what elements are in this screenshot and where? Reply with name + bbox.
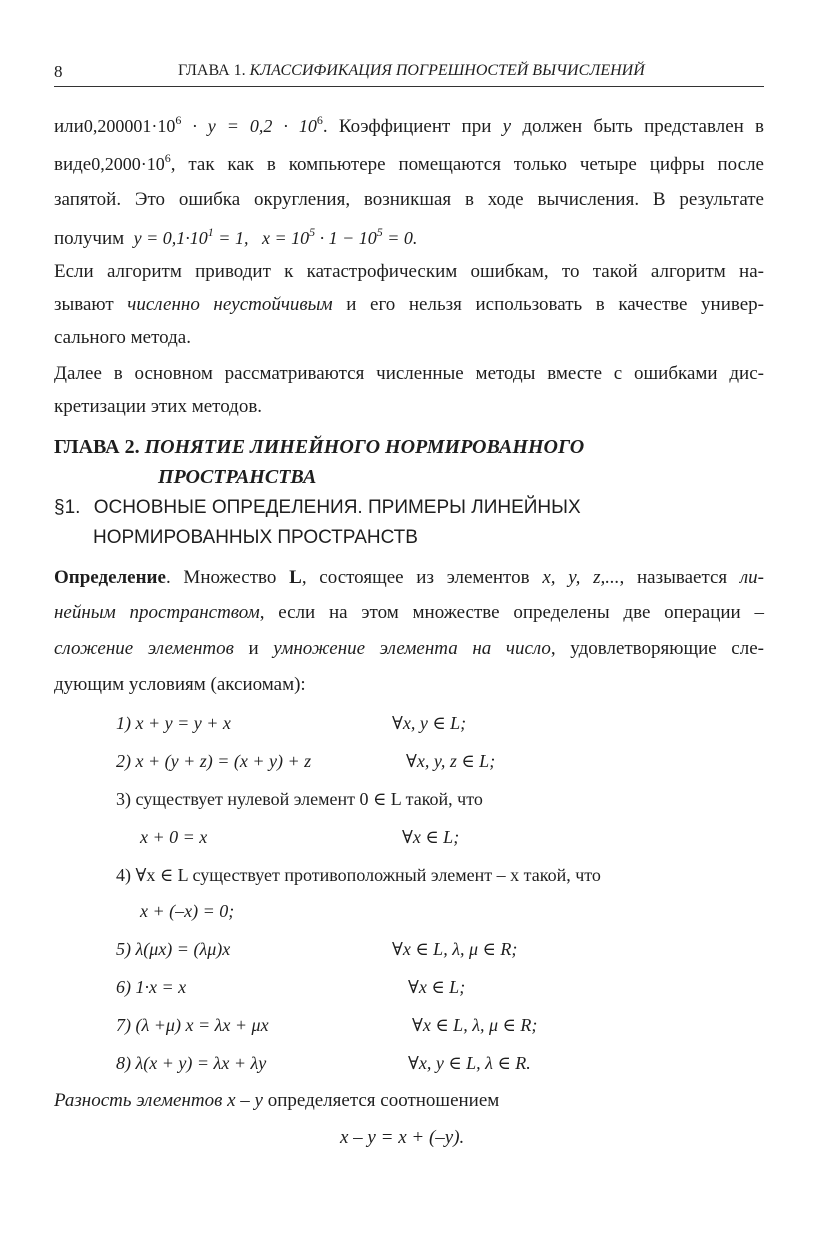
axiom-4	[116, 865, 601, 886]
math-term: · y = 0,2 · 10	[181, 116, 317, 136]
math-term: = 0.	[382, 228, 418, 248]
para2-line-3: сального метода.	[54, 327, 191, 348]
exponent: 5	[376, 225, 383, 239]
axiom-3-formula	[140, 827, 740, 848]
math-term: = 1,	[213, 228, 249, 248]
def-text: , удовлетворяющие сле-	[550, 638, 764, 659]
section-title-line-1: ОСНОВНЫЕ ОПРЕДЕЛЕНИЯ. ПРИМЕРЫ ЛИНЕЙНЫХ	[93, 497, 581, 518]
difference-formula: x – y = x + (–y).	[340, 1127, 465, 1148]
page-number: 8	[54, 62, 63, 81]
axiom-formula: 6) 1·x = x	[116, 977, 187, 997]
para2-line-2	[54, 293, 764, 317]
intro-text: или	[54, 116, 84, 137]
exponent: 6	[175, 113, 182, 127]
math-var: y	[502, 116, 512, 137]
intro-math	[133, 225, 418, 248]
def-text: определяется соотношением	[262, 1090, 500, 1111]
difference-line	[54, 1089, 764, 1113]
chapter-heading	[54, 434, 584, 460]
axiom-quantifier: ∀x, y, z ∈ L;	[406, 751, 496, 771]
intro-text: виде	[54, 154, 92, 175]
definition-term: Определение	[54, 567, 166, 588]
intro-math	[83, 113, 323, 136]
def-text: , называется	[619, 567, 740, 588]
math-vars: x, y, z,...	[542, 567, 620, 588]
definition-line-4: дующим условиям (аксиомам):	[54, 674, 306, 695]
emphasis: нейным пространством	[54, 602, 260, 623]
axiom-8	[116, 1053, 716, 1074]
header-rule	[54, 86, 764, 87]
running-chapter-label: ГЛАВА 1.	[178, 62, 246, 79]
axiom-formula: x + 0 = x	[140, 827, 208, 847]
axiom-formula: 8) λ(x + y) = λx + λy	[116, 1053, 267, 1073]
intro-text: . Коэффициент при	[322, 116, 503, 137]
intro-line-4	[54, 226, 764, 251]
emphasis: умножение элемента на число	[273, 638, 551, 659]
intro-text: получим	[54, 228, 125, 249]
para2-line-1: Если алгоритм приводит к катастрофическим ошибкам, то такой алгоритм на-	[54, 261, 764, 282]
def-text: , если на этом множестве определены две операции –	[259, 602, 764, 623]
emphasis: ли-	[739, 567, 765, 588]
emphasis: численно неустойчивым	[127, 294, 333, 315]
emphasis: сложение элементов	[54, 638, 234, 659]
intro-text: , так как в компьютере помещаются только четыре цифры после	[170, 154, 764, 175]
section-heading	[54, 496, 581, 520]
intro-line-3: запятой. Это ошибка округления, возникшая в ходе вычисления. В результате	[54, 189, 764, 210]
exponent: 6	[316, 113, 323, 127]
axiom-quantifier: ∀x ∈ L;	[408, 977, 466, 997]
para-text: и его нельзя использовать в качестве универ-	[332, 294, 765, 315]
axiom-formula: x + (–x) = 0;	[140, 901, 235, 921]
page-header	[54, 62, 764, 86]
axiom-quantifier: ∀x ∈ L, λ, μ ∈ R;	[412, 1015, 538, 1035]
exponent: 5	[309, 225, 316, 239]
definition-line-3	[54, 637, 764, 661]
intro-line-2	[54, 152, 764, 177]
section-title-line-2: НОРМИРОВАННЫХ ПРОСТРАНСТВ	[93, 527, 418, 548]
math-term: x = 10	[261, 228, 310, 248]
axiom-5	[116, 939, 716, 960]
axiom-1	[116, 713, 716, 734]
math-term: 0,200001·10	[83, 116, 176, 136]
def-text: . Множество	[165, 567, 290, 588]
axiom-formula: 5) λ(μx) = (λμ)x	[116, 939, 231, 959]
chapter-title-line-2: ПРОСТРАНСТВА	[158, 466, 317, 488]
axiom-formula: 1) x + y = y + x	[116, 713, 231, 733]
axiom-quantifier: ∀x, y ∈ L, λ ∈ R.	[408, 1053, 531, 1073]
axiom-2	[116, 751, 716, 772]
para3-line-2: кретизации этих методов.	[54, 396, 263, 417]
axiom-formula: 2) x + (y + z) = (x + y) + z	[116, 751, 312, 771]
definition-line-1	[54, 566, 764, 590]
para-text: зывают	[54, 294, 128, 315]
axiom-formula: 3) существует нулевой элемент 0 ∈ L такой, что	[116, 789, 483, 809]
intro-math	[91, 151, 171, 174]
math-term: 0,2000·10	[91, 154, 165, 174]
chapter-label: ГЛАВА 2.	[54, 436, 140, 458]
exponent: 1	[207, 225, 214, 239]
set-symbol: L	[289, 567, 302, 588]
exponent: 6	[164, 151, 171, 165]
para3-line-1: Далее в основном рассматриваются численные методы вместе с ошибками дис-	[54, 363, 764, 384]
axiom-quantifier: ∀x ∈ L;	[402, 827, 460, 847]
intro-line-1	[54, 114, 764, 139]
axiom-4-formula	[140, 901, 234, 922]
intro-text: должен быть представлен в	[511, 116, 765, 137]
definition-line-2	[54, 601, 764, 625]
section-number: §1.	[54, 497, 81, 518]
math-term: y = 0,1·10	[133, 228, 208, 248]
running-chapter-title: КЛАССИФИКАЦИЯ ПОГРЕШНОСТЕЙ ВЫЧИСЛЕНИЙ	[249, 62, 645, 79]
chapter-title-line-1: ПОНЯТИЕ ЛИНЕЙНОГО НОРМИРОВАННОГО	[144, 436, 585, 458]
axiom-quantifier: ∀x, y ∈ L;	[392, 713, 467, 733]
axiom-quantifier: ∀x ∈ L, λ, μ ∈ R;	[392, 939, 518, 959]
axiom-3	[116, 789, 483, 810]
def-text: , состоящее из элементов	[301, 567, 543, 588]
axiom-6	[116, 977, 716, 998]
def-text: и	[233, 638, 274, 659]
axiom-formula: 4) ∀x ∈ L существует противоположный элемент – x такой, что	[116, 865, 601, 885]
math-term: · 1 − 10	[315, 228, 377, 248]
axiom-formula: 7) (λ +μ) x = λx + μx	[116, 1015, 269, 1035]
running-title	[178, 62, 645, 80]
emphasis: Разность элементов x – y	[54, 1090, 263, 1111]
axiom-7	[116, 1015, 716, 1036]
